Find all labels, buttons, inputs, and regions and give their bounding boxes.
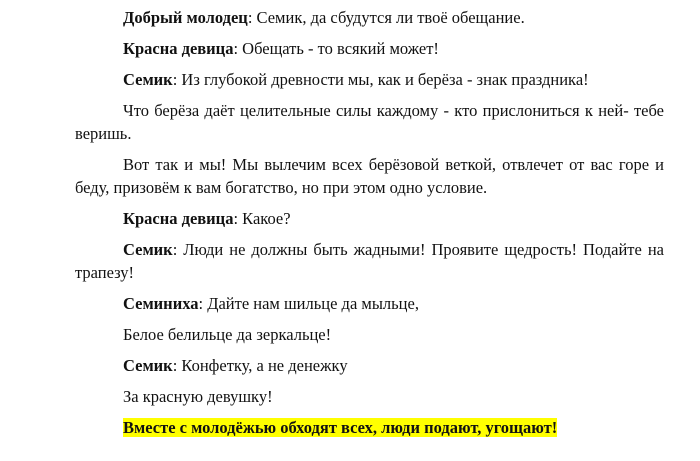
dialogue-line	[75, 99, 664, 145]
dialogue-line	[75, 153, 664, 199]
dialogue-line	[75, 207, 664, 230]
line-text: : Семик, да сбудутся ли твоё обещание.	[247, 8, 525, 27]
line-text: Что берёза даёт целительные силы каждому - кто прислониться к ней- тебе веришь.	[75, 101, 664, 143]
speaker-name: Семик	[123, 240, 173, 259]
line-text: : Люди не должны быть жадными! Проявите щедрость! Подайте на трапезу!	[75, 240, 664, 282]
line-text: : Какое?	[233, 209, 291, 228]
line-text: : Из глубокой древности мы, как и берёза - знак праздника!	[172, 70, 589, 89]
line-text: : Конфетку, а не денежку	[172, 356, 348, 375]
dialogue-line	[75, 6, 664, 29]
line-text: Вот так и мы! Мы вылечим всех берёзовой веткой, отвлечет от вас горе и беду, призовём к вам богатство, но при этом одно условие.	[75, 155, 664, 197]
speaker-name: Семиниха	[123, 294, 199, 313]
line-text: За красную девушку!	[123, 387, 273, 406]
speaker-name: Красна девица	[123, 209, 234, 228]
dialogue-line	[75, 37, 664, 60]
speaker-name: Добрый молодец	[123, 8, 248, 27]
dialogue-line	[75, 292, 664, 315]
dialogue-line	[75, 354, 664, 377]
line-text: : Дайте нам шильце да мыльце,	[198, 294, 419, 313]
line-text: : Обещать - то всякий может!	[233, 39, 439, 58]
dialogue-line	[75, 68, 664, 91]
speaker-name: Семик	[123, 356, 173, 375]
speaker-name: Красна девица	[123, 39, 234, 58]
dialogue-line	[75, 385, 664, 408]
dialogue-line	[75, 323, 664, 346]
speaker-name: Семик	[123, 70, 173, 89]
dialogue-line	[75, 238, 664, 284]
line-text: Белое белильце да зеркальце!	[123, 325, 332, 344]
stage-direction-line	[75, 416, 664, 439]
stage-direction-highlight: Вместе с молодёжью обходят всех, люди подают, угощают!	[123, 418, 558, 437]
document-page	[75, 6, 664, 439]
